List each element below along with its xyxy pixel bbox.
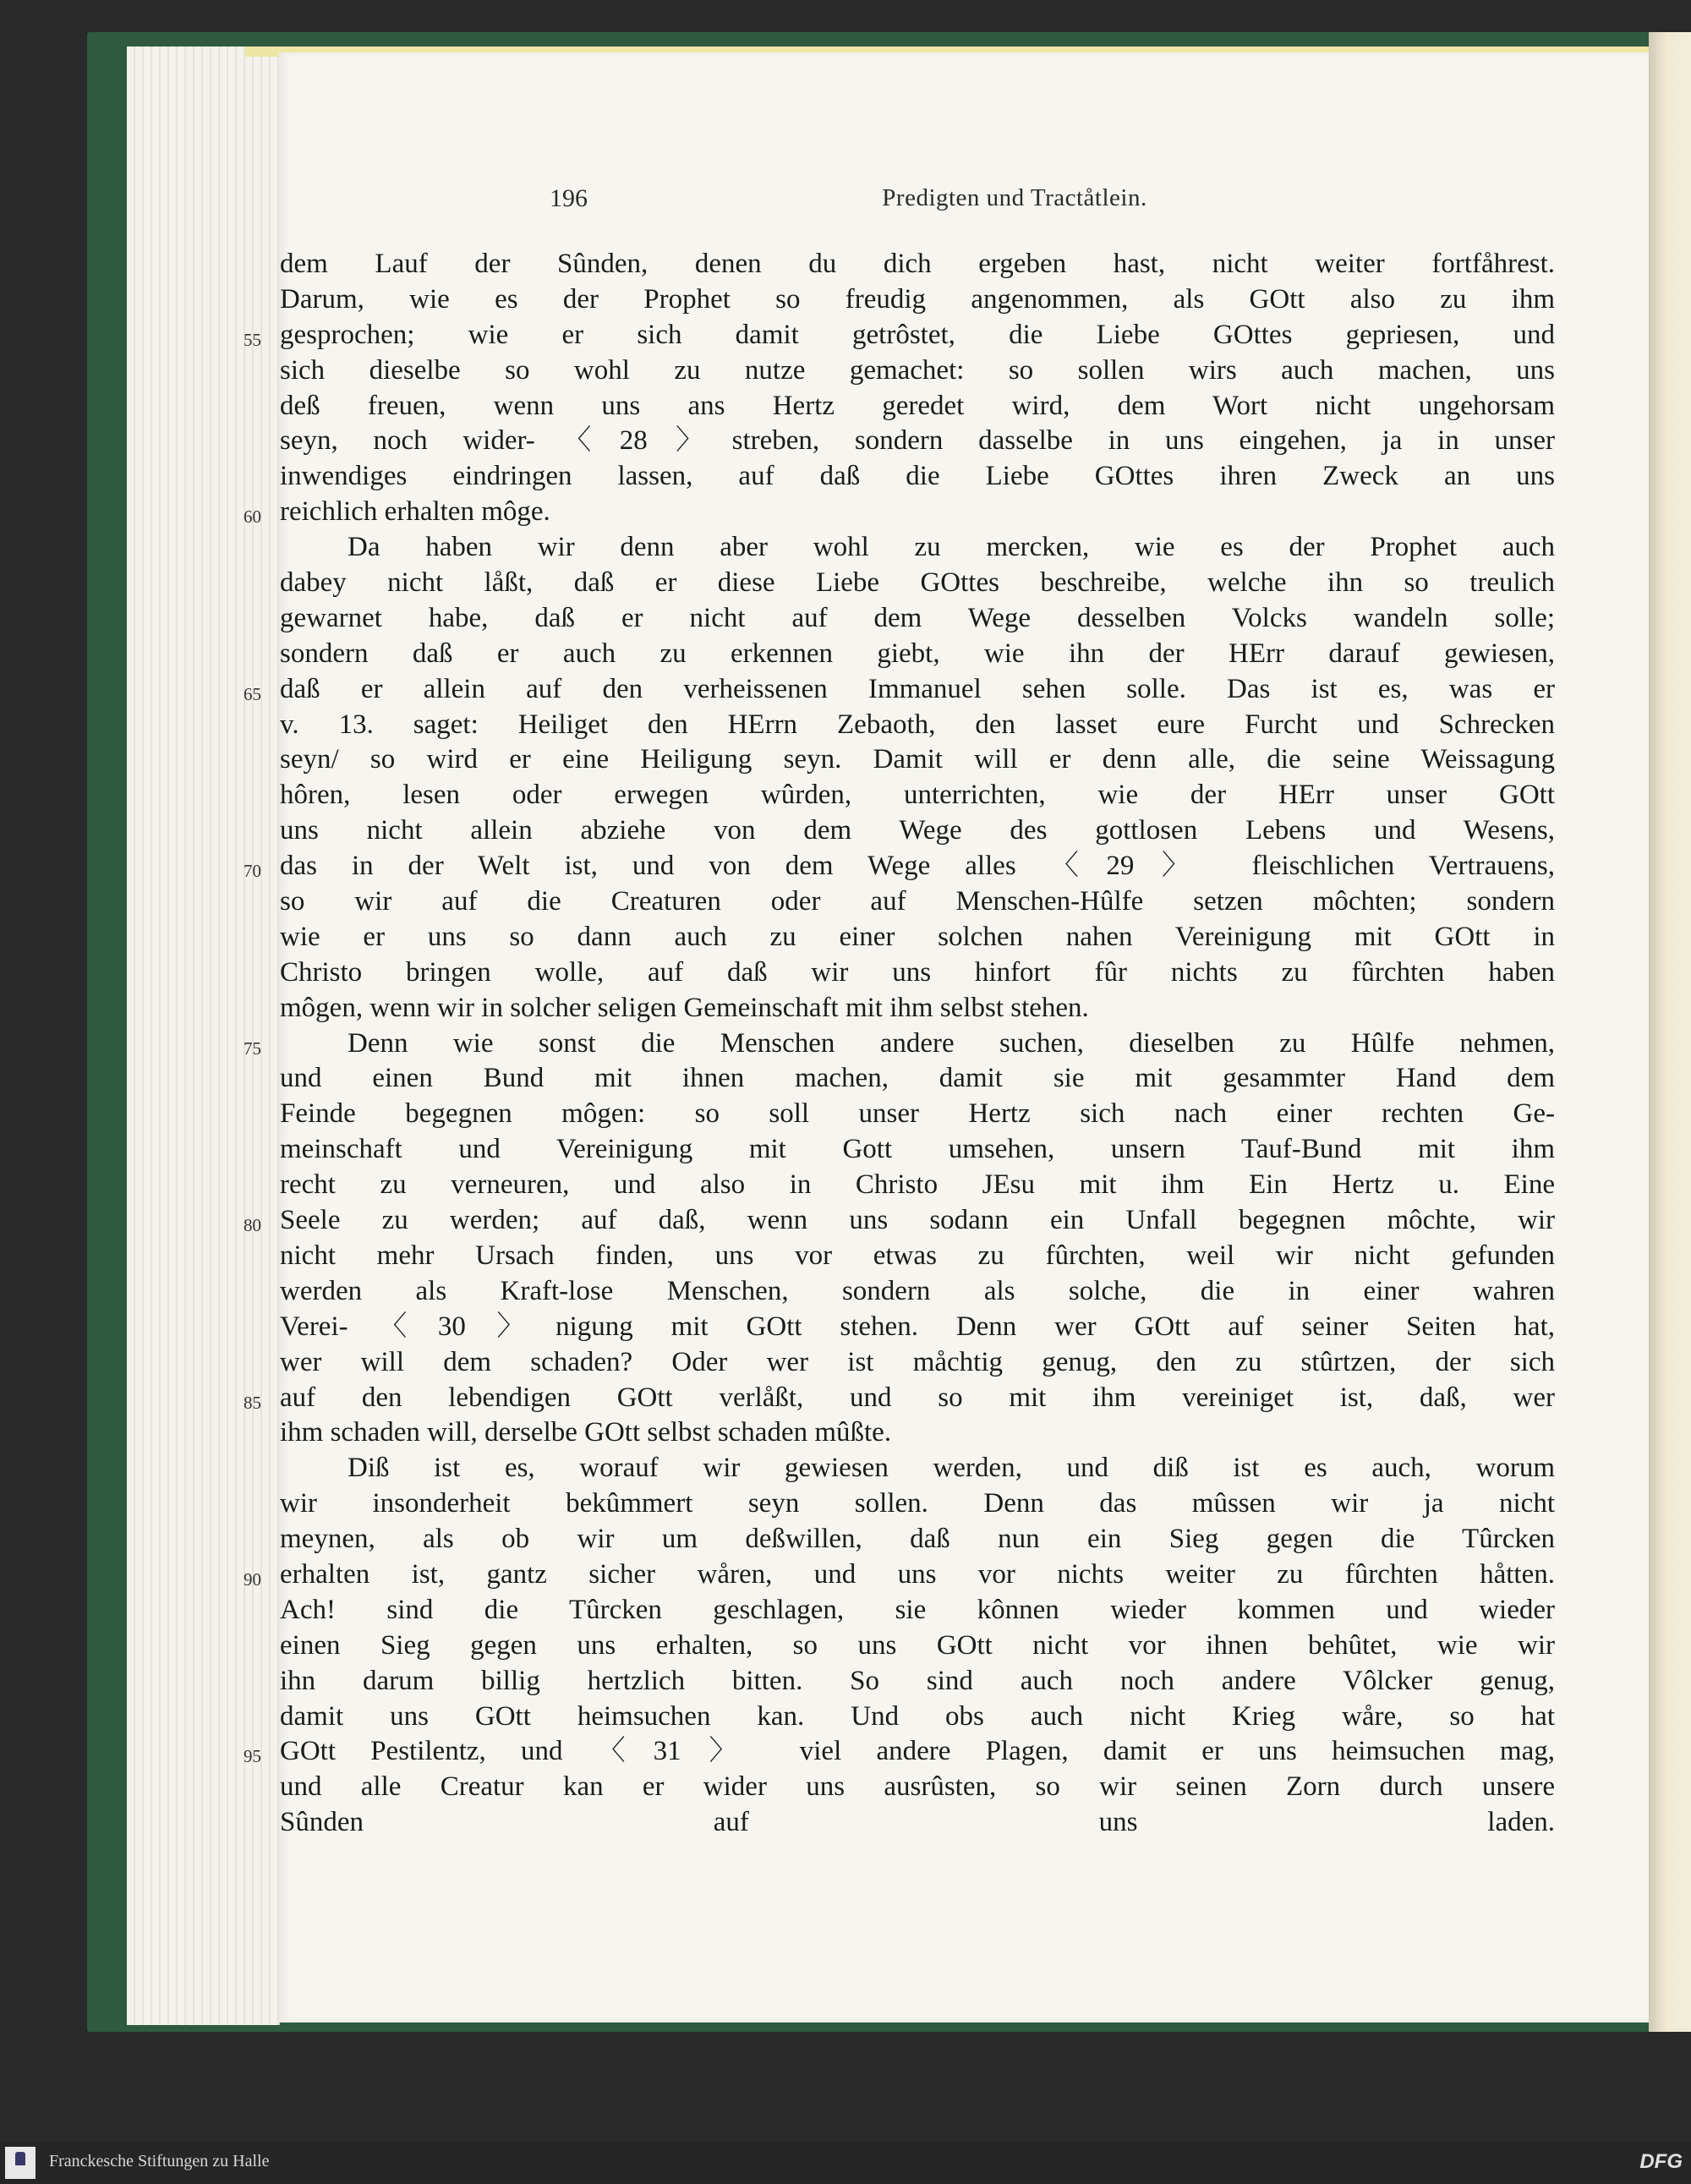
line-text: auf den lebendigen GOtt verlåßt, und so mit ihm vereiniget ist, daß, wer [280,1382,1555,1413]
line-text: gewarnet habe, daß er nicht auf dem Wege desselben Volcks wandeln solle; [280,602,1555,633]
line-text: Denn wie sonst die Menschen andere suchen, dieselben zu Hûlfe nehmen, [348,1027,1555,1059]
line-number: 70 [244,861,261,882]
text-line [0,389,1691,424]
text-line [0,1026,1691,1062]
text-line [0,1770,1691,1805]
text-line [0,1593,1691,1628]
text-line [0,1415,1691,1451]
line-text: meinschaft und Vereinigung mit Gott umsehen, unsern Tauf-Bund mit ihm [280,1134,1555,1165]
body-text [0,247,1691,1841]
text-line [0,672,1691,708]
line-text: nicht mehr Ursach finden, uns vor etwas zu fûrchten, weil wir nicht gefunden [280,1240,1555,1271]
line-number: 60 [244,506,261,528]
text-line [0,282,1691,318]
line-text: recht zu verneuren, und also in Christo JEsu mit ihm Ein Hertz u. Eine [280,1169,1555,1201]
line-text: môgen, wenn wir in solcher seligen Gemeinschaft mit ihm selbst stehen. [280,992,1089,1023]
line-text: Feinde begegnen môgen: so soll unser Hertz sich nach einer rechten Ge- [280,1098,1555,1130]
text-line [0,1664,1691,1700]
text-line [0,1700,1691,1735]
text-line [0,566,1691,601]
text-line [0,1097,1691,1132]
text-line [0,991,1691,1026]
text-line [0,459,1691,495]
line-text: das in der Welt ist, und von dem Wege alles 〈29〉 fleischlichen Vertrauens, [280,851,1555,882]
text-line [0,318,1691,353]
text-line [0,1274,1691,1310]
line-text: sich dieselbe so wohl zu nutze gemachet: so sollen wirs auch machen, uns [280,354,1555,386]
text-line [0,955,1691,991]
text-line [0,1203,1691,1239]
text-line [0,1345,1691,1381]
line-number: 55 [244,329,261,350]
line-text: Ach! sind die Tûrcken geschlagen, sie kônnen wieder kommen und wieder [280,1594,1555,1625]
footer-bar [0,2142,1691,2184]
line-text: erhalten ist, gantz sicher wåren, und uns vor nichts weiter zu fûrchten håtten. [280,1558,1555,1590]
text-line [0,1628,1691,1664]
line-text: uns nicht allein abziehe von dem Wege des gottlosen Lebens und Wesens, [280,815,1555,846]
line-text: Darum, wie es der Prophet so freudig angenommen, als GOtt also zu ihm [280,283,1555,315]
text-line [0,708,1691,743]
text-line [0,813,1691,849]
line-text: daß er allein auf den verheissenen Immanuel sehen solle. Das ist es, was er [280,673,1555,704]
line-text: Diß ist es, worauf wir gewiesen werden, und diß ist es auch, worum [348,1453,1555,1484]
line-text: seyn/ so wird er eine Heiligung seyn. Damit will er denn alle, die seine Weissagung [280,744,1555,775]
line-text: damit uns GOtt heimsuchen kan. Und obs auch nicht Krieg wåre, so hat [280,1700,1555,1732]
line-text: wer will dem schaden? Oder wer ist måchtig genug, den zu stûrtzen, der sich [280,1346,1555,1377]
line-text: Verei-〈30〉nigung mit GOtt stehen. Denn wer GOtt auf seiner Seiten hat, [280,1311,1555,1342]
text-line [0,1132,1691,1168]
line-text: so wir auf die Creaturen oder auf Menschen-Hûlfe setzen môchten; sondern [280,886,1555,917]
line-text: und einen Bund mit ihnen machen, damit sie mit gesammter Hand dem [280,1063,1555,1094]
line-text: Da haben wir denn aber wohl zu mercken, wie es der Prophet auch [348,532,1555,563]
line-number: 85 [244,1392,261,1413]
text-line [0,1734,1691,1770]
text-line [0,1522,1691,1557]
line-text: wie er uns so dann auch zu einer solchen nahen Vereinigung mit GOtt in [280,921,1555,952]
text-line [0,1381,1691,1416]
line-text: werden als Kraft-lose Menschen, sondern als solche, die in einer wahren [280,1275,1555,1306]
line-number: 80 [244,1215,261,1236]
line-text: ihn darum billig hertzlich bitten. So sind auch noch andere Vôlcker genug, [280,1665,1555,1696]
line-text: dem Lauf der Sûnden, denen du dich ergeben hast, nicht weiter fortfåhrest. [280,249,1555,279]
text-line [0,1486,1691,1522]
text-line [0,1168,1691,1203]
line-text: hôren, lesen oder erwegen wûrden, unterrichten, wie der HErr unser GOtt [280,780,1555,811]
text-line [0,884,1691,920]
line-text: meynen, als ob wir um deßwillen, daß nun ein Sieg gegen die Tûrcken [280,1524,1555,1555]
institution-logo-icon [5,2147,36,2179]
text-line [0,1557,1691,1593]
line-number: 95 [244,1746,261,1767]
line-number: 90 [244,1568,261,1590]
text-line [0,849,1691,884]
line-text: einen Sieg gegen uns erhalten, so uns GOtt nicht vor ihnen behûtet, wie wir [280,1629,1555,1661]
running-title: Predigten und Tractåtlein. [882,184,1147,211]
text-line [0,778,1691,813]
line-text: wir insonderheit bekûmmert seyn sollen. Denn das mûssen wir ja nicht [280,1488,1555,1519]
line-text: reichlich erhalten môge. [280,496,550,528]
text-line [0,247,1691,282]
line-text: gesprochen; wie er sich damit getrôstet, die Liebe GOttes gepriesen, und [280,319,1555,350]
institution-name: Franckesche Stiftungen zu Halle [49,2152,270,2170]
line-text: deß freuen, wenn uns ans Hertz geredet wird, dem Wort nicht ungehorsam [280,390,1555,421]
dfg-logo: DFG [1639,2150,1683,2173]
running-head [550,144,1480,212]
line-text: Sûnden auf uns laden. [280,1807,1555,1838]
page-number: 196 [550,184,588,212]
line-text: Seele zu werden; auf daß, wenn uns sodann ein Unfall begegnen môchte, wir [280,1205,1555,1236]
line-text: und alle Creatur kan er wider uns ausrûsten, so wir seinen Zorn durch unsere [280,1771,1555,1803]
text-line [0,601,1691,637]
line-text: inwendiges eindringen lassen, auf daß die Liebe GOttes ihren Zweck an uns [280,461,1555,492]
text-line [0,530,1691,566]
text-line [0,920,1691,955]
line-text: GOtt Pestilentz, und 〈31〉 viel andere Plagen, damit er uns heimsuchen mag, [280,1736,1555,1767]
line-text: Christo bringen wolle, auf daß wir uns hinfort fûr nichts zu fûrchten haben [280,956,1555,988]
line-number: 75 [244,1037,261,1059]
text-line [0,1239,1691,1274]
text-line [0,1805,1691,1841]
line-text: seyn, noch wider-〈28〉streben, sondern dasselbe in uns eingehen, ja in unser [280,425,1555,457]
text-line [0,637,1691,672]
line-text: v. 13. saget: Heiliget den HErrn Zebaoth, den lasset eure Furcht und Schrecken [280,709,1555,740]
line-text: ihm schaden will, derselbe GOtt selbst schaden mûßte. [280,1417,892,1448]
text-line [0,1451,1691,1486]
text-line [0,1061,1691,1097]
line-number: 65 [244,683,261,704]
text-line [0,742,1691,778]
text-line [0,1310,1691,1345]
text-line [0,353,1691,389]
line-text: sondern daß er auch zu erkennen giebt, wie ihn der HErr darauf gewiesen, [280,638,1555,669]
text-line [0,495,1691,530]
line-text: dabey nicht låßt, daß er diese Liebe GOttes beschreibe, welche ihn so treulich [280,567,1555,599]
text-line [0,424,1691,459]
